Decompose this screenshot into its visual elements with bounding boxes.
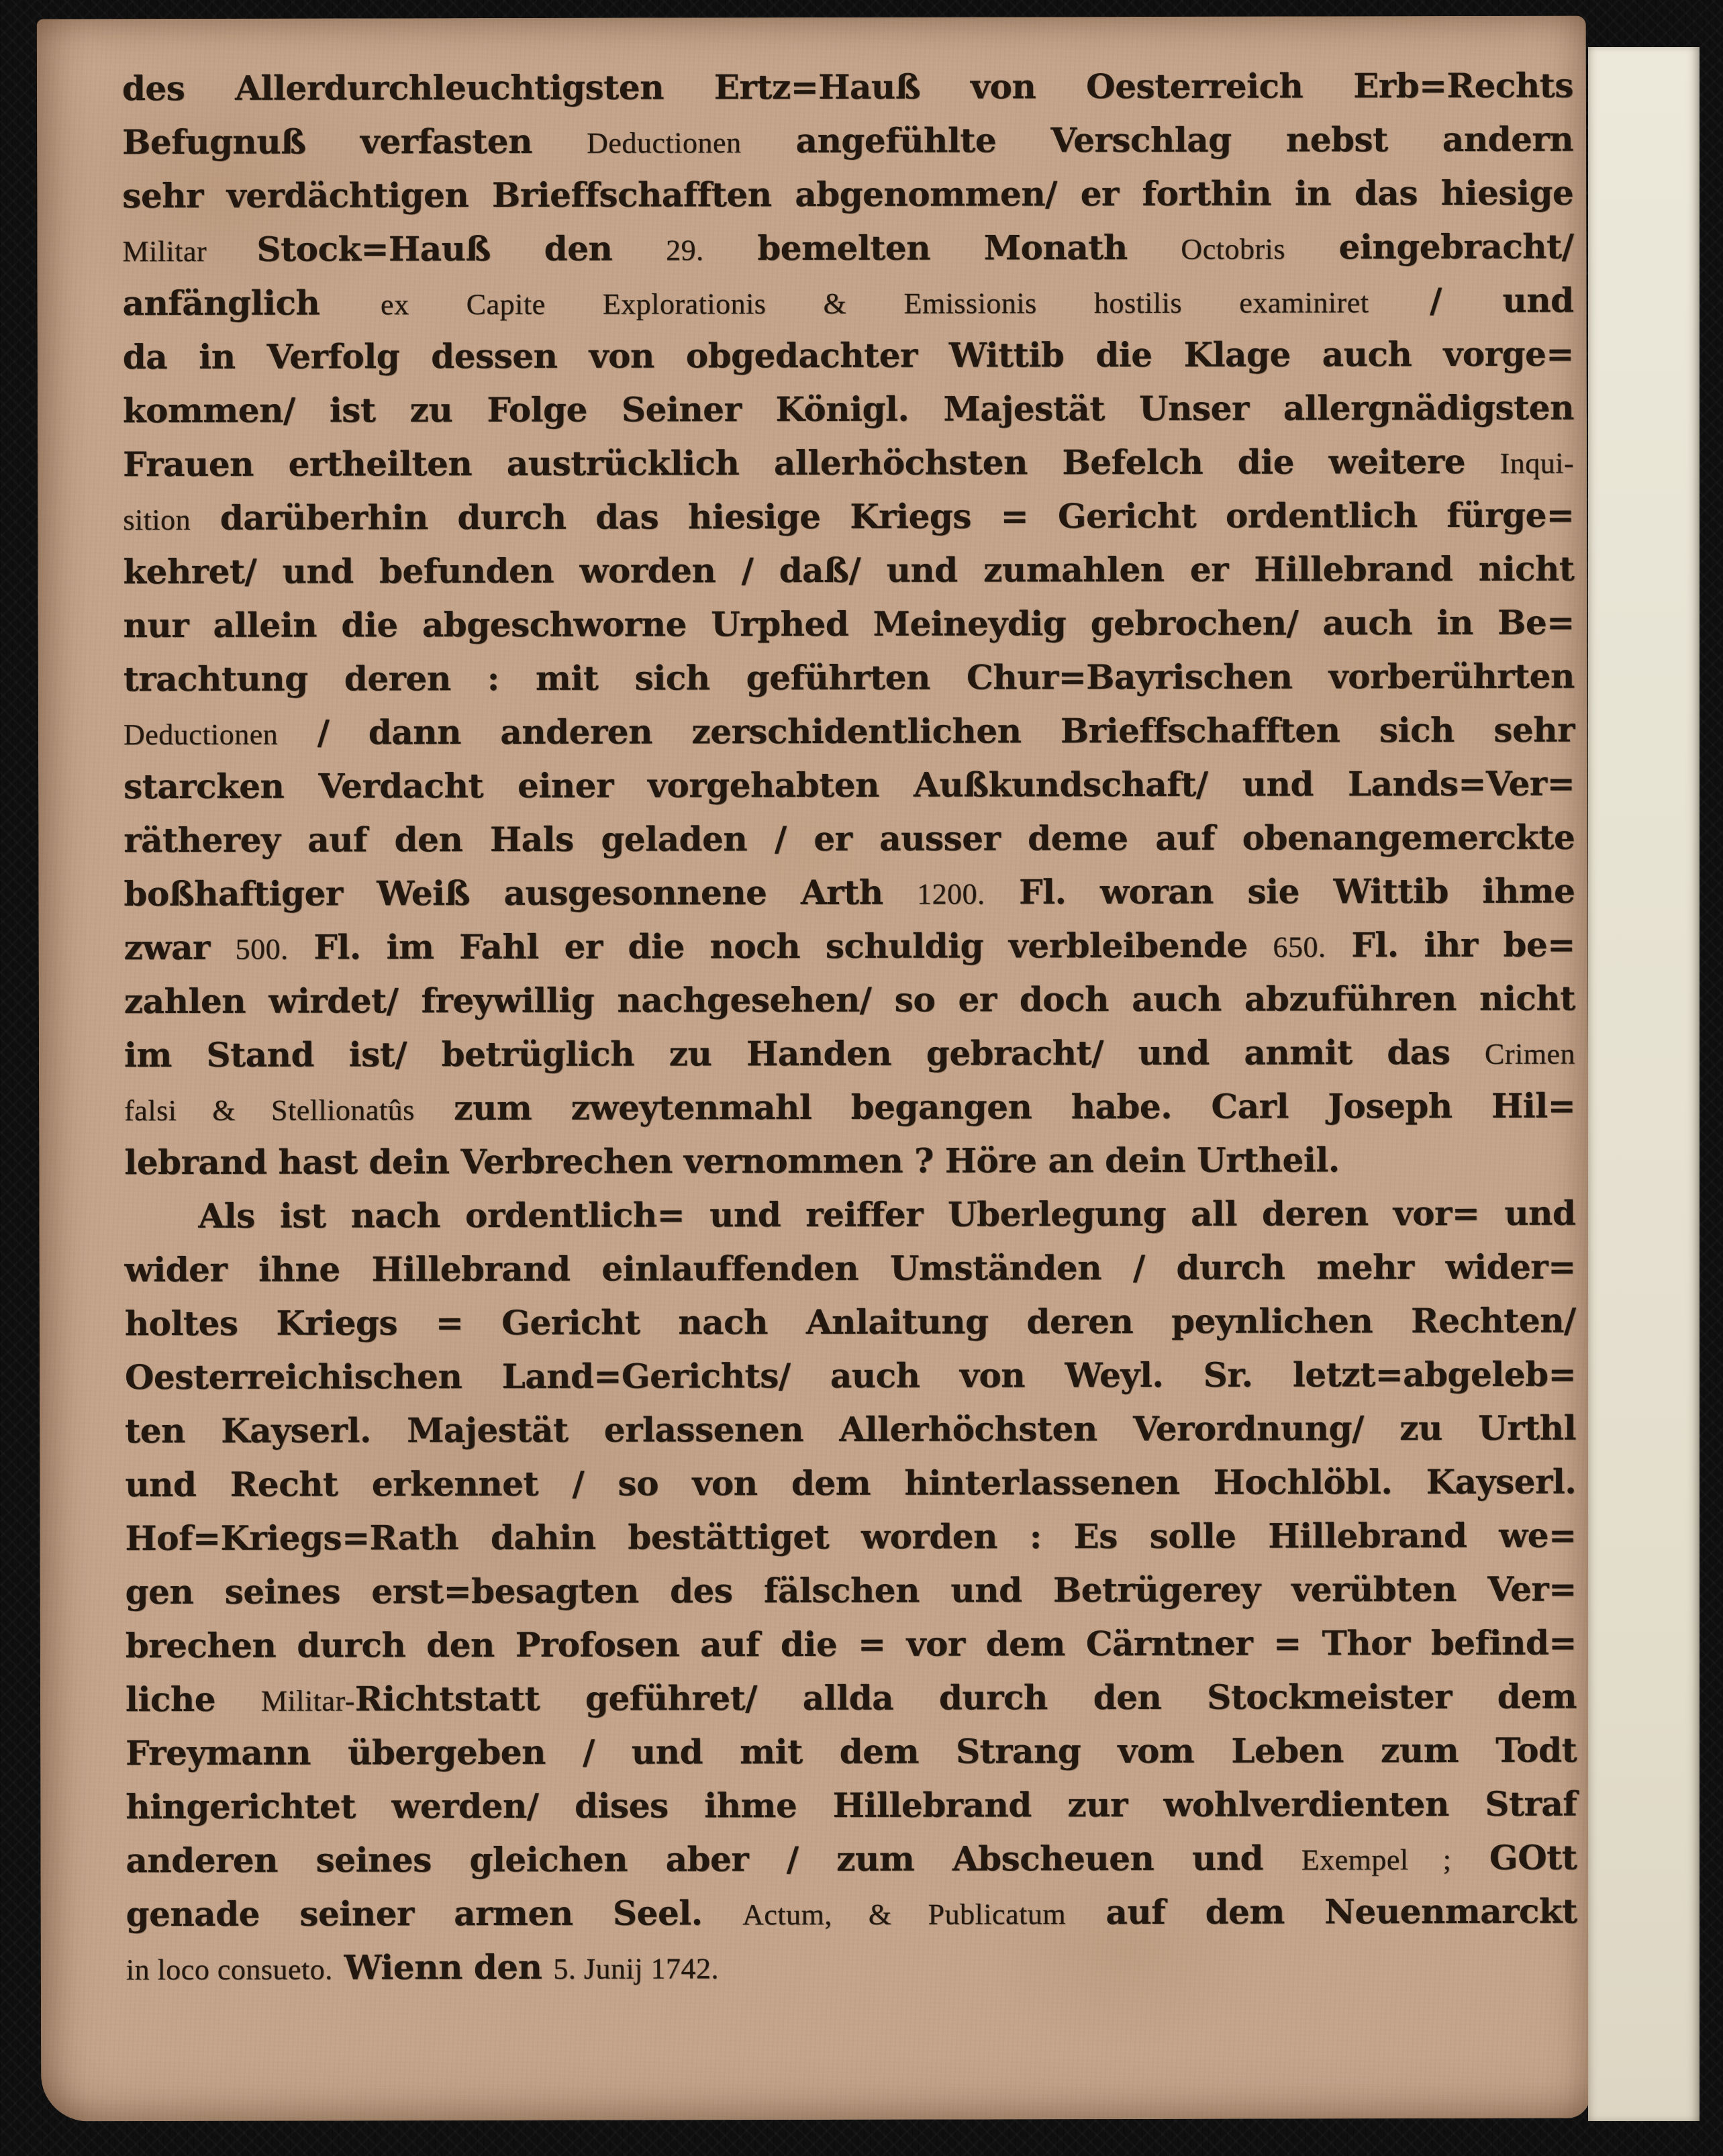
- text-segment-fraktur: zum zweytenmahl begangen habe. Carl Joseph Hil=: [414, 1085, 1576, 1128]
- text-segment-fraktur: lebrand hast dein Verbrechen vernommen ? Höre an dein Urtheil.: [124, 1140, 1340, 1183]
- text-segment-antiqua: 1200.: [917, 877, 985, 911]
- text-segment-antiqua: Octobris: [1181, 232, 1285, 266]
- text-segment-fraktur: nur allein die abgeschworne Urphed Meineydig gebrochen/ auch in Be=: [123, 602, 1575, 646]
- text-segment-fraktur: zwar: [124, 927, 236, 968]
- text-segment-fraktur: Oesterreichischen Land=Gerichts/ auch von Weyl. Sr. letzt=abgeleb=: [124, 1354, 1577, 1398]
- text-line: [126, 1724, 1577, 1781]
- text-segment-antiqua: sition: [123, 503, 191, 537]
- text-segment-fraktur: bemelten Monath: [703, 227, 1181, 268]
- text-segment-fraktur: da in Verfolg dessen von obgedachter Wittib die Klage auch vorge=: [122, 334, 1574, 377]
- text-line: [124, 703, 1575, 761]
- text-segment-fraktur: rätherey auf den Hals geladen / er ausser deme auf obenangemerckte: [124, 817, 1575, 861]
- text-line: [126, 1670, 1577, 1727]
- text-segment-fraktur: eingebracht/: [1285, 226, 1574, 267]
- text-line: [124, 811, 1575, 868]
- text-segment-fraktur: holtes Kriegs = Gericht nach Anlaitung deren peynlichen Rechten/: [124, 1300, 1576, 1344]
- text-line: [122, 113, 1573, 170]
- text-line: [122, 220, 1573, 277]
- text-segment-fraktur: boßhaftiger Weiß ausgesonnene Arth: [124, 872, 918, 914]
- text-segment-antiqua: ex Capite Explorationis & Emissionis hostilis examiniret: [380, 286, 1369, 322]
- text-line: [125, 1294, 1576, 1351]
- text-segment-antiqua: Militar: [122, 234, 257, 268]
- text-segment-fraktur: Hof=Kriegs=Rath dahin bestättiget worden : Es solle Hillebrand we=: [125, 1515, 1577, 1559]
- text-segment-fraktur: und Recht erkennet / so von dem hinterlassenen Hochlöbl. Kayserl.: [125, 1461, 1577, 1505]
- text-segment-fraktur: / und: [1369, 280, 1574, 321]
- text-segment-antiqua: Exempel ;: [1301, 1843, 1452, 1877]
- text-segment-antiqua: in loco consueto.: [126, 1953, 333, 1987]
- text-segment-fraktur: auf dem Neuenmarckt: [1065, 1891, 1577, 1932]
- text-line: [126, 1831, 1577, 1888]
- text-line: [123, 489, 1574, 546]
- text-line: [124, 1026, 1575, 1083]
- text-block: [122, 59, 1577, 1996]
- text-segment-fraktur: darüberhin durch das hiesige Kriegs = Gericht ordentlich fürge=: [191, 495, 1575, 538]
- text-segment-antiqua: Crimen: [1484, 1037, 1576, 1071]
- text-segment-fraktur: / dann anderen zerschidentlichen Brieffschafften sich sehr: [278, 709, 1575, 752]
- text-segment-fraktur: anfänglich: [122, 283, 381, 324]
- text-segment-fraktur: genade seiner armen Seel.: [126, 1893, 743, 1934]
- text-line: [126, 1563, 1577, 1620]
- text-line: [124, 596, 1575, 653]
- text-segment-antiqua: Actum, & Publicatum: [742, 1898, 1067, 1932]
- text-segment-fraktur: Wienn den: [332, 1947, 554, 1988]
- text-line: [124, 865, 1575, 922]
- text-line: [123, 435, 1574, 492]
- text-segment-fraktur: Fl. ihr be=: [1326, 924, 1575, 965]
- text-line: [124, 1133, 1575, 1190]
- text-line: [123, 274, 1574, 331]
- text-segment-fraktur: angefühlte Verschlag nebst andern: [741, 119, 1574, 161]
- text-line: [126, 1885, 1577, 1942]
- text-segment-antiqua: 29.: [666, 234, 704, 267]
- text-segment-fraktur: trachtung deren : mit sich geführten Chur=Bayrischen vorberührten: [123, 656, 1575, 699]
- text-segment-antiqua: Deductionen: [123, 718, 279, 752]
- text-line: [125, 1402, 1576, 1459]
- page-edge-strip: [1588, 47, 1700, 2121]
- text-line: [124, 1079, 1575, 1136]
- text-line: [124, 757, 1575, 814]
- text-segment-fraktur: Als ist nach ordentlich= und reiffer Uberlegung all deren vor= und: [198, 1193, 1576, 1236]
- text-line: [124, 1187, 1575, 1244]
- text-segment-fraktur: Befugnuß verfasten: [122, 121, 587, 162]
- text-line: [122, 59, 1573, 116]
- text-segment-antiqua: 650.: [1273, 930, 1326, 964]
- text-segment-fraktur: starcken Verdacht einer vorgehabten Außkundschaft/ und Lands=Ver=: [124, 763, 1575, 807]
- paper-sheet: [37, 16, 1591, 2122]
- text-segment-fraktur: ten Kayserl. Majestät erlassenen Allerhöchsten Verordnung/ zu Urthl: [125, 1408, 1577, 1451]
- text-line: [126, 1939, 1577, 1996]
- text-segment-fraktur: Frauen ertheilten austrücklich allerhöchsten Befelch die weitere: [123, 441, 1500, 485]
- text-segment-antiqua: 500.: [235, 932, 289, 966]
- text-segment-fraktur: liche: [125, 1679, 261, 1720]
- text-segment-antiqua: Deductionen: [587, 126, 742, 160]
- text-segment-antiqua: falsi & Stellionatûs: [124, 1093, 415, 1128]
- text-segment-fraktur: zahlen wirdet/ freywillig nachgesehen/ so er doch auch abzuführen nicht: [124, 978, 1575, 1022]
- text-segment-fraktur: kehret/ und befunden worden / daß/ und zumahlen er Hillebrand nicht: [123, 548, 1575, 592]
- text-line: [123, 542, 1574, 599]
- text-segment-fraktur: brechen durch den Profosen auf die = vor dem Cärntner = Thor befind=: [125, 1622, 1577, 1666]
- text-segment-fraktur: Freymann übergeben / und mit dem Strang vom Leben zum Todt: [126, 1730, 1577, 1773]
- text-segment-fraktur: wider ihne Hillebrand einlauffenden Umständen / durch mehr wider=: [124, 1246, 1576, 1290]
- text-line: [122, 166, 1573, 224]
- text-segment-fraktur: Fl. im Fahl er die noch schuldig verbleibende: [288, 925, 1273, 967]
- text-segment-antiqua: Militar-: [260, 1684, 355, 1718]
- text-line: [125, 1348, 1576, 1405]
- text-segment-fraktur: kommen/ ist zu Folge Seiner Königl. Majestät Unser allergnädigsten: [122, 387, 1575, 431]
- text-segment-antiqua: Inqui-: [1499, 446, 1575, 480]
- text-line: [124, 650, 1575, 707]
- text-segment-fraktur: gen seines erst=besagten des fälschen und Betrügerey verübten Ver=: [125, 1569, 1577, 1612]
- text-line: [126, 1616, 1577, 1673]
- text-line: [125, 1240, 1576, 1297]
- text-line: [124, 918, 1575, 975]
- text-segment-fraktur: im Stand ist/ betrüglich zu Handen gebracht/ und anmit das: [124, 1032, 1485, 1075]
- text-line: [123, 328, 1574, 385]
- text-segment-fraktur: Fl. woran sie Wittib ihme: [985, 871, 1575, 912]
- text-line: [125, 1455, 1576, 1512]
- text-segment-antiqua: 5. Junij 1742.: [553, 1952, 719, 1986]
- text-segment-fraktur: hingerichtet werden/ dises ihme Hillebrand zur wohlverdienten Straf: [126, 1783, 1577, 1827]
- text-segment-fraktur: Richtstatt geführet/ allda durch den Stockmeister dem: [354, 1676, 1577, 1719]
- text-line: [124, 972, 1575, 1029]
- text-segment-fraktur: sehr verdächtigen Brieffschafften abgenommen/ er forthin in das hiesige: [122, 173, 1574, 216]
- text-segment-fraktur: des Allerdurchleuchtigsten Ertz=Hauß von Oesterreich Erb=Rechts: [121, 65, 1573, 109]
- text-segment-fraktur: anderen seines gleichen aber / zum Abscheuen und: [126, 1838, 1301, 1881]
- text-line: [123, 381, 1574, 438]
- text-line: [126, 1777, 1577, 1834]
- text-segment-fraktur: GOtt: [1451, 1837, 1577, 1878]
- text-line: [125, 1509, 1576, 1566]
- text-segment-fraktur: Stock=Hauß den: [256, 228, 667, 269]
